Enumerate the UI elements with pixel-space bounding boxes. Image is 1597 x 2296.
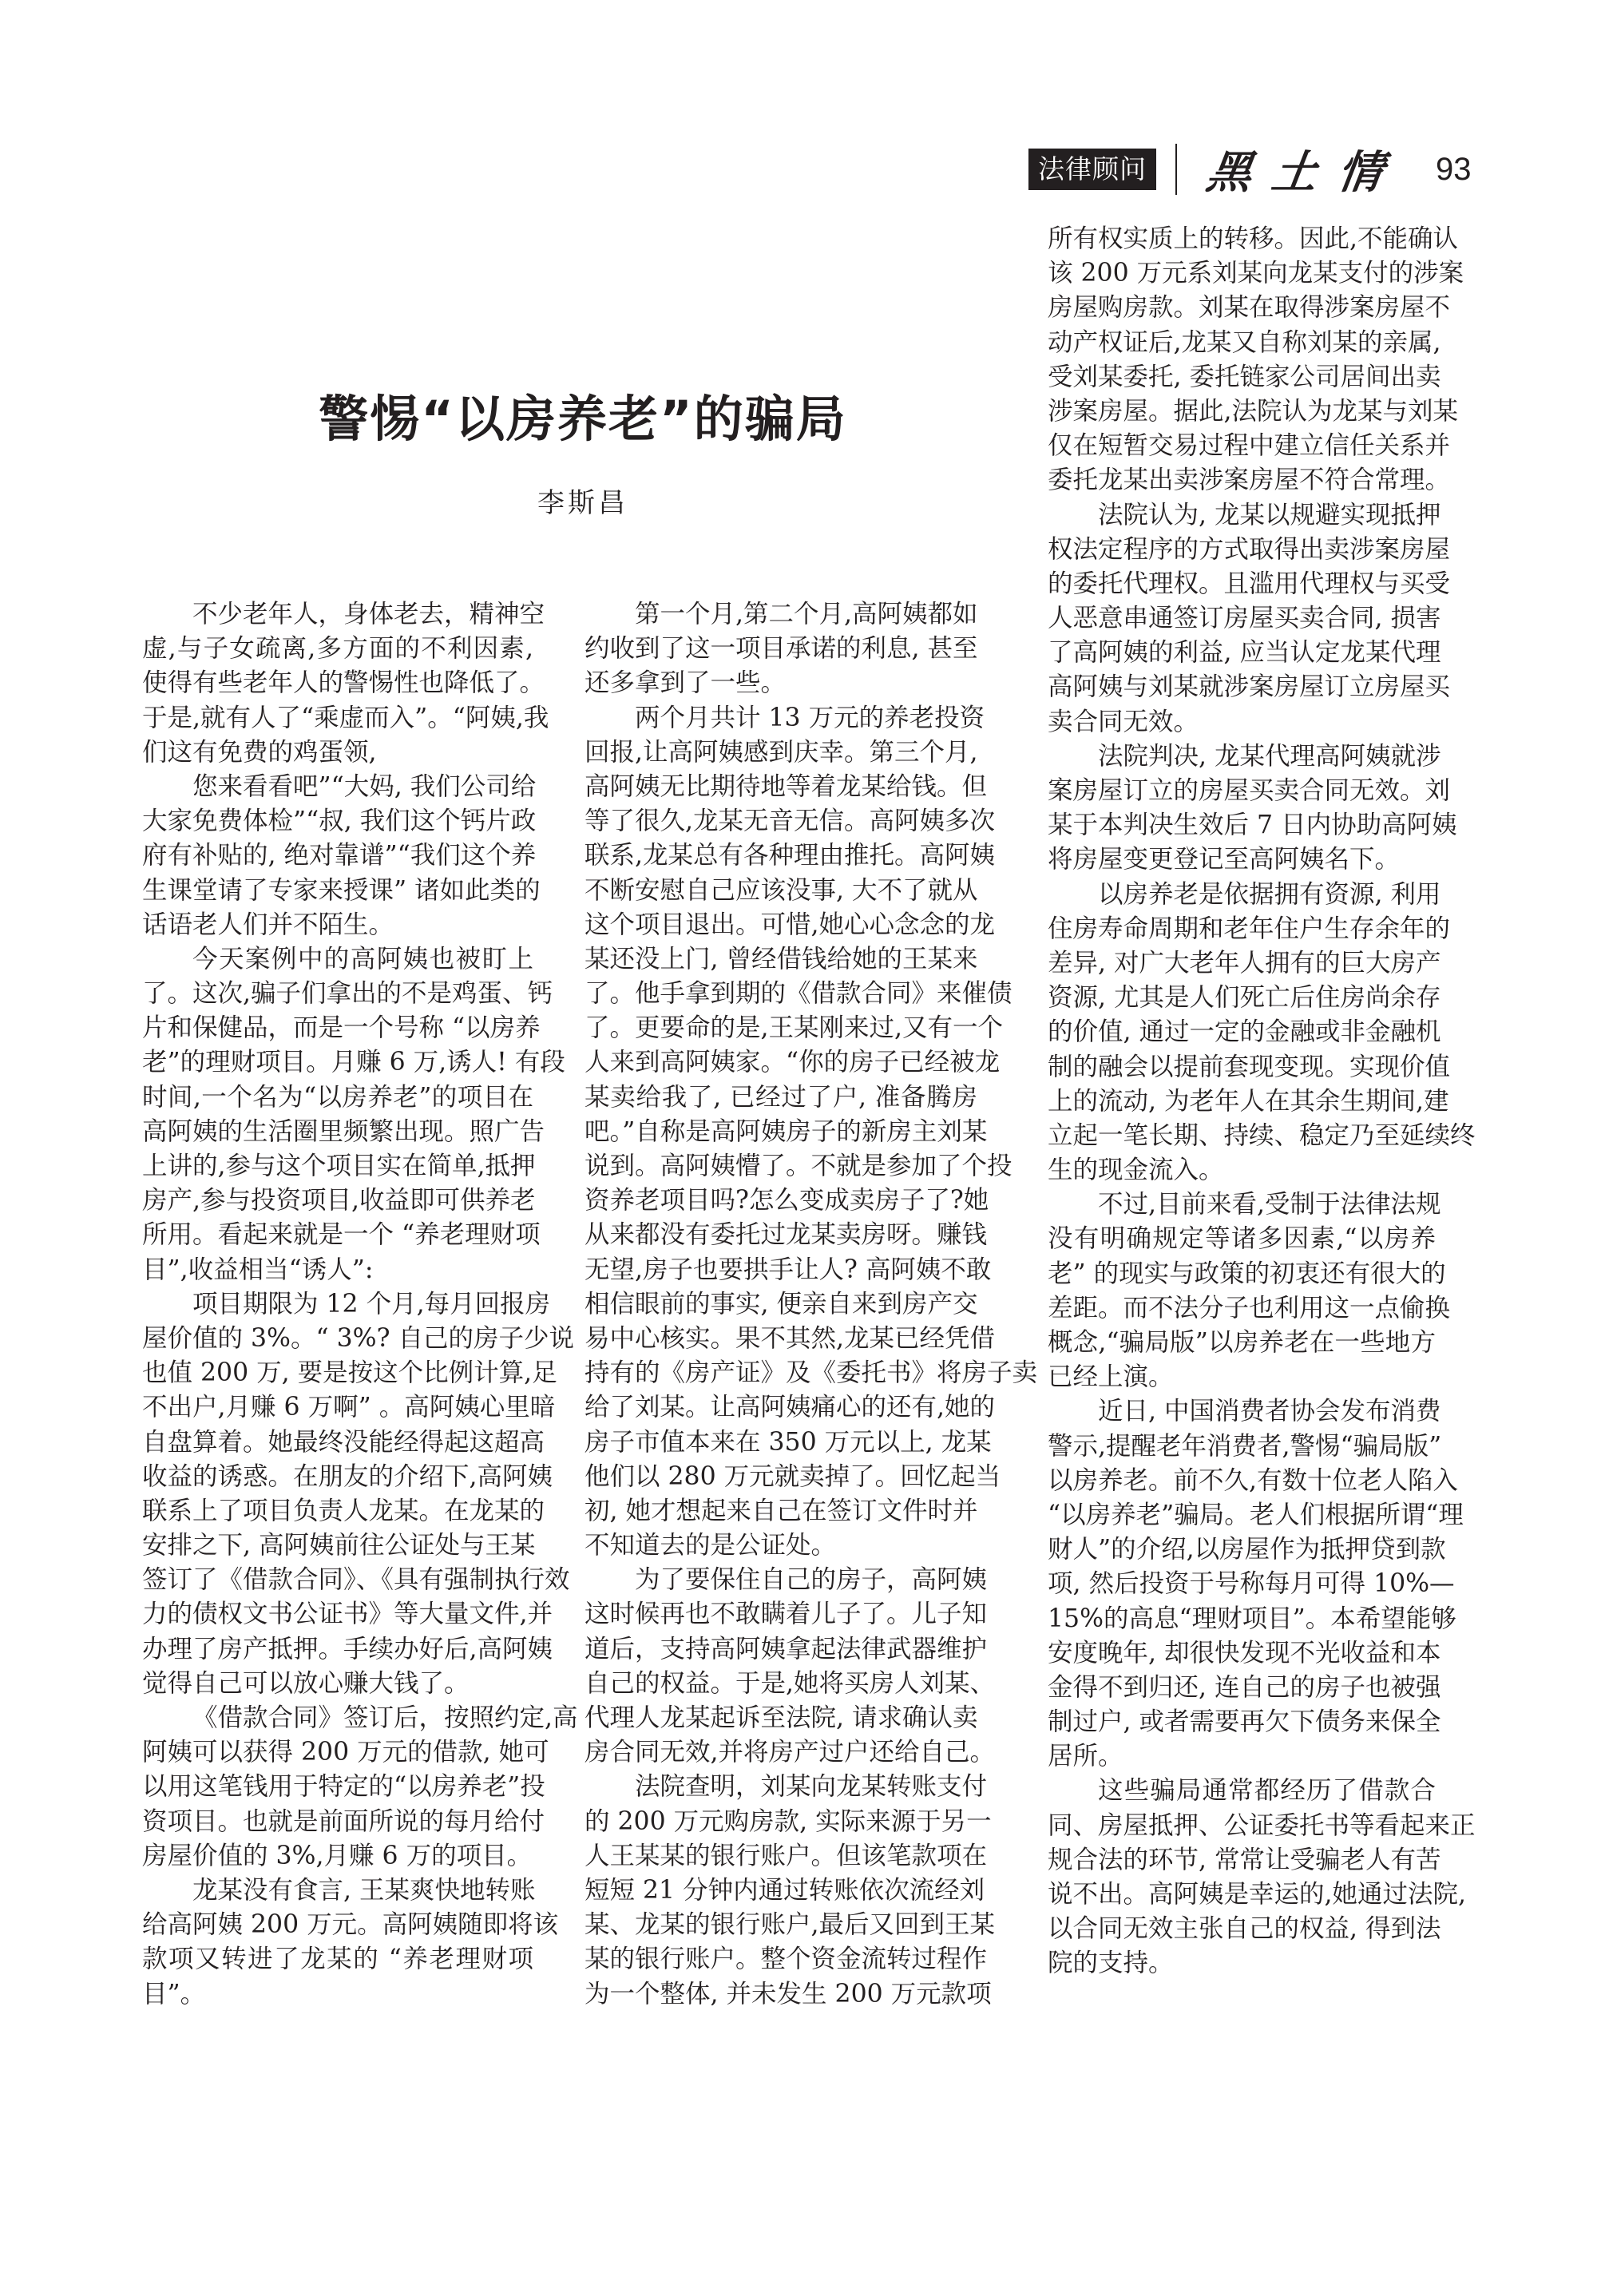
text-line: 权法定程序的方式取得出卖涉案房屋 — [1048, 534, 1451, 564]
paragraph — [1048, 878, 1476, 1188]
text-line: 了。他手拿到期的《借款合同》来催债 — [585, 979, 1012, 1009]
text-line: 大家免费体检”“叔, 我们这个钙片政 — [142, 807, 537, 836]
text-line: 自盘算着。她最终没能经得起这超高 — [142, 1427, 545, 1457]
text-line: 卖合同无效。 — [1048, 707, 1199, 736]
text-line: 给高阿姨 200 万元。高阿姨随即将该 — [142, 1910, 559, 1940]
paragraph — [1048, 740, 1457, 878]
text-line: 龙某没有食言, 王某爽快地转账 — [192, 1875, 536, 1905]
text-line: 您来看看吧”“大妈, 我们公司给 — [192, 771, 537, 801]
text-line: 上的流动, 为老年人在其余生期间,建 — [1048, 1086, 1449, 1116]
text-line: 时间,一个名为“以房养老”的项目在 — [142, 1082, 533, 1112]
text-line: 近日, 中国消费者协会发布消费 — [1098, 1397, 1441, 1426]
text-line: 项目期限为 12 个月,每月回报房 — [192, 1289, 551, 1319]
paragraph — [1048, 1188, 1451, 1394]
text-line: 概念,“骗局版”以房养老在一些地方 — [1048, 1328, 1436, 1357]
text-line: 力的债权文书公证书》等大量文件,并 — [142, 1600, 553, 1629]
text-line: 安排之下, 高阿姨前往公证处与王某 — [142, 1531, 536, 1560]
text-line: 给了刘某。让高阿姨痛心的还有,她的 — [585, 1393, 996, 1422]
text-line: 使得有些老年人的警惕性也降低了。 — [142, 668, 545, 698]
header-divider — [1175, 144, 1177, 195]
text-line: 为了要保住自己的房子，高阿姨 — [635, 1565, 988, 1595]
text-line: 等了很久,龙某无音无信。高阿姨多次 — [585, 807, 996, 836]
article-author: 李斯昌 — [537, 487, 628, 519]
text-line: 吧。”自称是高阿姨房子的新房主刘某 — [585, 1116, 988, 1146]
text-line: 将房屋变更登记至高阿姨名下。 — [1048, 845, 1401, 874]
text-line: 说到。高阿姨懵了。不就是参加了个投 — [585, 1152, 1012, 1180]
text-line: 差距。而不法分子也利用这一点偷换 — [1048, 1293, 1451, 1322]
text-line: 人来到高阿姨家。“你的房子已经被龙 — [585, 1048, 1001, 1077]
text-line: 了。这次,骗子们拿出的不是鸡蛋、钙 — [142, 979, 553, 1009]
section-tag: 法律顾问 — [1028, 149, 1156, 190]
text-line: 所有权实质上的转移。因此,不能确认 — [1048, 224, 1459, 253]
text-line: 他们以 280 万元就卖掉了。回忆起当 — [585, 1461, 1001, 1491]
text-line: 没有明确规定等诸多因素,“以房养 — [1048, 1224, 1436, 1254]
text-line: 高阿姨的生活圈里频繁出现。照广告 — [142, 1116, 545, 1146]
text-line: 警示,提醒老年消费者,警惕“骗局版” — [1048, 1431, 1442, 1461]
text-line: 了高阿姨的利益, 应当认定龙某代理 — [1048, 638, 1441, 668]
text-line: 人恶意串通签订房屋买卖合同, 损害 — [1048, 604, 1441, 633]
text-line: 联系上了项目负责人龙某。在龙某的 — [142, 1496, 545, 1525]
paragraph — [142, 597, 549, 770]
text-line: 的 200 万元购房款, 实际来源于另一 — [585, 1806, 992, 1836]
text-line: 还多拿到了一些。 — [585, 668, 787, 698]
text-line: 住房寿命周期和老年住户生存余年的 — [1048, 914, 1451, 943]
text-line: 《借款合同》签订后，按照约定,高 — [192, 1703, 578, 1732]
text-line: 法院判决, 龙某代理高阿姨就涉 — [1098, 741, 1441, 771]
text-line: 无望,房子也要拱手让人? 高阿姨不敢 — [585, 1255, 992, 1284]
text-line: 某还没上门, 曾经借钱给她的王某来 — [585, 944, 978, 974]
page-number: 93 — [1436, 151, 1472, 187]
text-line: 的价值, 通过一定的金融或非金融机 — [1048, 1017, 1441, 1047]
text-line: 话语老人们并不陌生。 — [142, 910, 394, 939]
text-line: 动产权证后,龙某又自称刘某的亲属, — [1048, 327, 1441, 357]
text-line: 涉案房屋。据此,法院认为龙某与刘某 — [1048, 396, 1459, 426]
text-line: 相信眼前的事实, 便亲自来到房产交 — [585, 1289, 978, 1319]
text-line: 规合法的环节, 常常让受骗老人有苦 — [1048, 1845, 1441, 1874]
text-line: 不断安慰自己应该没事, 大不了就从 — [585, 875, 978, 905]
text-line: 房合同无效,并将房产过户还给自己。 — [585, 1738, 996, 1767]
text-line: 从来都没有委托过龙某卖房呀。赚钱 — [585, 1220, 988, 1250]
text-line: 了。更要命的是,王某刚来过,又有一个 — [585, 1013, 1004, 1043]
text-line: 今天案例中的高阿姨也被盯上 — [192, 944, 533, 974]
paragraph — [1048, 1394, 1464, 1774]
text-line: 人王某某的银行账户。但该笔款项在 — [585, 1841, 988, 1870]
text-line: 短短 21 分钟内通过转账依次流经刘 — [585, 1875, 985, 1905]
article-title: 警惕“以房养老”的骗局 — [319, 390, 847, 448]
text-line: 生课堂请了专家来授课” 诸如此类的 — [142, 875, 541, 905]
text-line: 这些骗局通常都经历了借款合 — [1098, 1776, 1436, 1806]
text-line: 该 200 万元系刘某向龙某支付的涉案 — [1048, 259, 1464, 288]
text-line: 资养老项目吗?怎么变成卖房子了?她 — [585, 1186, 989, 1215]
text-line: 为一个整体, 并未发生 200 万元款项 — [585, 1979, 992, 2009]
text-line: 不过,目前来看,受制于法律法规 — [1098, 1190, 1441, 1219]
text-line: 制的融会以提前套现变现。实现价值 — [1048, 1052, 1451, 1081]
text-line: 目”,收益相当“诱人”: — [142, 1255, 374, 1284]
text-line: 受刘某委托, 委托链家公司居间出卖 — [1048, 362, 1441, 391]
text-line: 安度晚年, 却很快发现不光收益和本 — [1048, 1638, 1441, 1667]
text-line: 虚,与子女疏离,多方面的不利因素, — [142, 634, 533, 664]
text-line: 回报,让高阿姨感到庆幸。第三个月, — [585, 737, 978, 767]
text-line: 阿姨可以获得 200 万元的借款, 她可 — [142, 1738, 549, 1767]
paragraph — [142, 942, 565, 1287]
text-line: 房产,参与投资项目,收益即可供养老 — [142, 1186, 536, 1215]
text-line: 道后，支持高阿姨拿起法律武器维护 — [585, 1634, 988, 1664]
text-line: 第一个月,第二个月,高阿姨都如 — [635, 600, 978, 629]
text-line: 易中心核实。果不其然,龙某已经凭借 — [585, 1323, 996, 1353]
text-line: 高阿姨无比期待地等着龙某给钱。但 — [585, 771, 988, 801]
text-line: 约收到了这一项目承诺的利息, 甚至 — [585, 634, 978, 664]
paragraph — [585, 701, 1038, 1564]
text-line: 以房养老。前不久,有数十位老人陷入 — [1048, 1465, 1459, 1495]
text-line: 不知道去的是公证处。 — [585, 1531, 837, 1560]
text-line: 以用这笔钱用于特定的“以房养老”投 — [142, 1772, 545, 1802]
text-line: 联系,龙某总有各种理由推托。高阿姨 — [585, 841, 996, 870]
text-line: 已经上演。 — [1048, 1362, 1174, 1392]
paragraph — [142, 770, 541, 942]
article-column-middle — [585, 597, 1038, 2012]
text-line: 这时候再也不敢瞒着儿子了。儿子知 — [585, 1600, 988, 1629]
text-line: 立起一笔长期、持续、稳定乃至延续终 — [1048, 1120, 1476, 1150]
text-line: 法院认为, 龙某以规避实现抵押 — [1098, 500, 1441, 529]
text-line: 上讲的,参与这个项目实在简单,抵押 — [142, 1152, 536, 1180]
text-line: 资源, 尤其是人们死亡后住房尚余存 — [1048, 983, 1441, 1013]
text-line: 代理人龙某起诉至法院, 请求确认卖 — [585, 1703, 978, 1732]
text-line: 资项目。也就是前面所说的每月给付 — [142, 1806, 545, 1836]
text-line: 府有补贴的, 绝对靠谱”“我们这个养 — [142, 841, 537, 870]
text-line: 收益的诱惑。在朋友的介绍下,高阿姨 — [142, 1461, 553, 1491]
text-line: 同、房屋抵押、公证委托书等看起来正 — [1048, 1810, 1476, 1840]
text-line: 某卖给我了, 已经过了户, 准备腾房 — [585, 1082, 977, 1112]
text-line: 屋价值的 3%。“ 3%? 自己的房子少说 — [142, 1323, 574, 1353]
text-line: 项, 然后投资于号称每月可得 10%— — [1048, 1569, 1455, 1599]
text-line: 签订了《借款合同》、《具有强制执行效 — [142, 1565, 570, 1595]
text-line: 的委托代理权。且滥用代理权与买受 — [1048, 569, 1451, 598]
text-line: 仅在短暂交易过程中建立信任关系并 — [1048, 431, 1451, 461]
text-line: 金得不到归还, 连自己的房子也被强 — [1048, 1672, 1441, 1702]
text-line: 不少老年人，身体老去，精神空 — [192, 600, 545, 629]
text-line: 片和保健品，而是一个号称 “以房养 — [142, 1013, 541, 1043]
magazine-logo: 黑土情 — [1203, 146, 1408, 199]
text-line: 房屋购房款。刘某在取得涉案房屋不 — [1048, 293, 1451, 323]
text-line: 这个项目退出。可惜,她心心念念的龙 — [585, 910, 996, 939]
text-line: 办理了房产抵押。手续办好后,高阿姨 — [142, 1634, 553, 1664]
text-line: 委托龙某出卖涉案房屋不符合常理。 — [1048, 466, 1451, 495]
text-line: 某于本判决生效后 7 日内协助高阿姨 — [1048, 811, 1457, 840]
text-line: 院的支持。 — [1048, 1949, 1174, 1978]
text-line: 款项又转进了龙某的 “养老理财项 — [142, 1945, 533, 1974]
text-line: 制过户, 或者需要再欠下债务来保全 — [1048, 1707, 1441, 1737]
text-line: 以房养老是依据拥有资源, 利用 — [1098, 879, 1441, 909]
text-line: 某的银行账户。整个资金流转过程作 — [585, 1945, 988, 1974]
text-line: 说不出。高阿姨是幸运的,她通过法院, — [1048, 1880, 1467, 1909]
text-line: 于是,就有人了“乘虚而入”。“阿姨,我 — [142, 703, 549, 732]
page-header — [1028, 144, 1472, 199]
paragraph — [1048, 1774, 1476, 1981]
text-line: 两个月共计 13 万元的养老投资 — [635, 703, 985, 732]
text-line: 法院查明，刘某向龙某转账支付 — [635, 1772, 988, 1802]
paragraph — [585, 1563, 996, 1770]
text-line: “以房养老”骗局。老人们根据所谓“理 — [1048, 1500, 1464, 1529]
text-line: 高阿姨与刘某就涉案房屋订立房屋买 — [1048, 672, 1451, 702]
text-line: 不出户,月赚 6 万啊” 。高阿姨心里暗 — [142, 1393, 556, 1422]
text-line: 自己的权益。于是,她将买房人刘某、 — [585, 1668, 996, 1698]
paragraph — [1048, 498, 1451, 740]
text-line: 老”的理财项目。月赚 6 万,诱人! 有段 — [142, 1048, 565, 1077]
text-line: 案房屋订立的房屋买卖合同无效。刘 — [1048, 776, 1451, 805]
text-line: 房子市值本来在 350 万元以上, 龙某 — [585, 1427, 992, 1457]
text-line: 居所。 — [1048, 1742, 1123, 1771]
article-column-right — [1048, 222, 1476, 1981]
text-line: 觉得自己可以放心赚大钱了。 — [142, 1668, 470, 1698]
paragraph — [585, 1770, 996, 2011]
paragraph — [142, 1874, 559, 2012]
text-line: 目”。 — [142, 1979, 206, 2009]
paragraph — [1048, 222, 1464, 498]
text-line: 也值 200 万, 要是按这个比例计算,足 — [142, 1358, 557, 1388]
text-line: 持有的《房产证》及《委托书》将房子卖 — [585, 1358, 1038, 1388]
paragraph — [142, 1287, 574, 1701]
text-line: 某、龙某的银行账户,最后又回到王某 — [585, 1910, 996, 1940]
text-line: 财人”的介绍,以房屋作为抵押贷到款 — [1048, 1535, 1446, 1564]
text-line: 15%的高息“理财项目”。本希望能够 — [1048, 1604, 1456, 1633]
text-line: 房屋价值的 3%,月赚 6 万的项目。 — [142, 1841, 533, 1870]
paragraph — [585, 597, 977, 701]
article-column-left — [142, 597, 578, 2012]
text-line: 生的现金流入。 — [1048, 1156, 1224, 1185]
text-line: 初, 她才想起来自己在签订文件时并 — [585, 1496, 978, 1525]
text-line: 老” 的现实与政策的初衷还有很大的 — [1048, 1259, 1446, 1288]
text-line: 所用。看起来就是一个 “养老理财项 — [142, 1220, 541, 1250]
text-line: 以合同无效主张自己的权益, 得到法 — [1048, 1914, 1441, 1944]
text-line: 差异, 对广大老年人拥有的巨大房产 — [1048, 948, 1441, 977]
text-line: 们这有免费的鸡蛋领, — [142, 737, 377, 767]
paragraph — [142, 1701, 578, 1874]
